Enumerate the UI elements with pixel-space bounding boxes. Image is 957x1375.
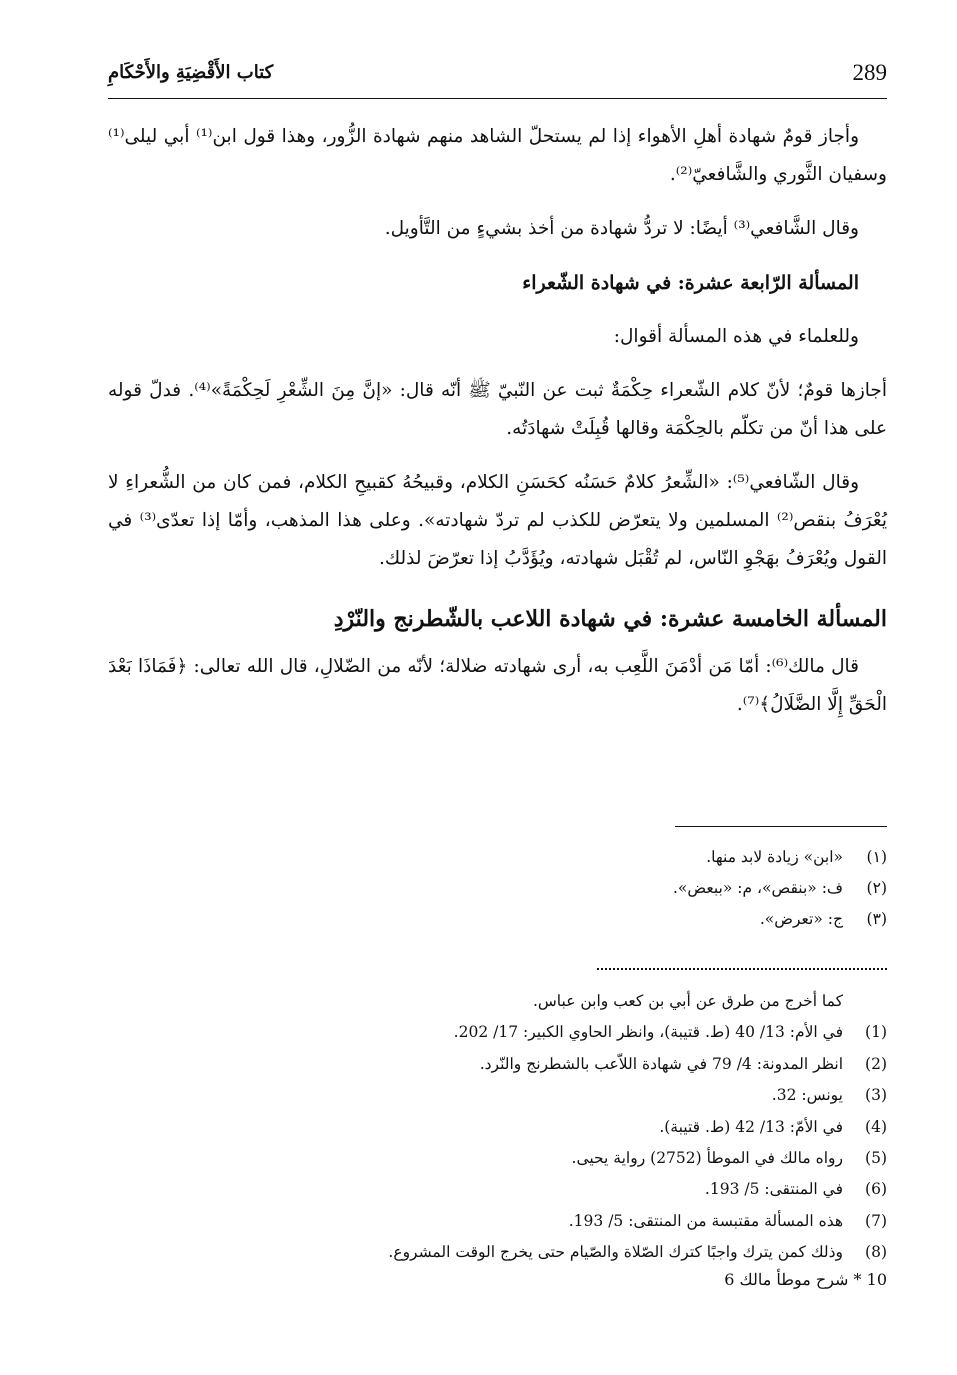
footnote-text: وذلك كمن يترك واجبًا كترك الصّلاة والصّيام حتى يخرج الوقت المشروع.: [388, 1243, 843, 1262]
footnote-text: انظر المدونة: 4/ 79 في شهادة اللاّعب بالشطرنج والنّرد.: [479, 1054, 843, 1073]
footnote-text: يونس: 32.: [771, 1086, 843, 1105]
paragraph: أجازها قومٌ؛ لأنّ كلام الشّعراء حِكْمَةٌ ثبت عن النّبيّ ﷺ أنّه قال: «إنَّ مِنَ الشِّعْرِ لَحِكْمَةً»⁽⁴⁾. فدلّ قوله على هذا أنّ من تكلّم بالحِكْمَة وقالها قُبِلَتْ شهادَتُه.: [108, 380, 887, 439]
footnote-text: ج: «تعرض».: [759, 910, 843, 928]
footnote-number: (٣): [866, 910, 887, 928]
footnote-text: هذه المسألة مقتبسة من المنتقى: 5/ 193.: [568, 1211, 843, 1230]
footnote-number: (5): [865, 1149, 887, 1168]
footnote-number: (1): [865, 1023, 887, 1042]
footnote: [108, 1112, 887, 1143]
footnote: [108, 1080, 887, 1111]
running-title: كتاب الأَقْضِيَةِ والأَحْكَامِ: [108, 62, 274, 83]
footnote: [108, 1049, 887, 1080]
footnote-text: في الأم: 13/ 40 (ط. قتيبة)، وانظر الحاوي الكبير: 17/ 202.: [453, 1023, 843, 1042]
footnote-number: (2): [865, 1054, 887, 1073]
section-heading: المسألة الرّابعة عشرة: في شهادة الشّعراء: [522, 272, 859, 294]
footnote-text: في الأمّ: 13/ 42 (ط. قتيبة).: [659, 1117, 843, 1136]
footnote: [108, 1206, 887, 1237]
footnote-text: ف: «بنقص»، م: «ببعض».: [672, 879, 843, 897]
dotted-separator: [597, 968, 887, 970]
footnote-text: «ابن» زيادة لابد منها.: [706, 848, 843, 866]
footnote-text: رواه مالك في الموطأ (2752) رواية يحيى.: [571, 1149, 843, 1168]
main-text: [108, 118, 887, 740]
source-footnotes: [108, 986, 887, 1269]
footnote: [108, 1174, 887, 1205]
paragraph: وقال الشّافعي⁽⁵⁾: «الشِّعرُ كلامٌ حَسَنُه كحَسَنِ الكلام، وقبيحُهُ كقبيحِ الكلام، فمن كان من الشُّعراءِ لا يُعْرَفُ بنقص⁽²⁾ المسلمين ولا يتعرّض للكذب لم تردّ شهادته». وعلى هذا المذهب، وأمّا إذا تعدّى⁽³⁾ في القول ويُعْرَفُ بهَجْوِ النّاس، لم تُقْبَل شهادته، ويُؤَدَّبُ إذا تعرّضَ لذلك.: [108, 472, 887, 569]
footnote: [108, 1143, 887, 1174]
page-number: 289: [852, 60, 887, 85]
paragraph: وقال الشَّافعي⁽³⁾ أيضًا: لا تردُّ شهادة من أخذ بشيءٍ من التَّأويل.: [384, 218, 859, 239]
footnote-number: (4): [865, 1117, 887, 1136]
footnote-number: (٢): [866, 879, 887, 897]
footnote: [108, 904, 887, 935]
footnote-number: (6): [865, 1180, 887, 1199]
footnote: [108, 842, 887, 873]
footnote-text: في المنتقى: 5/ 193.: [704, 1180, 843, 1199]
footnote: [108, 873, 887, 904]
footnote-number: (١): [866, 848, 887, 866]
paragraph: قال مالك⁽⁶⁾: أمّا مَن أدْمَنَ اللَّعِب به، أرى شهادته ضلالة؛ لأنّه من الضّلالِ، قال الله تعالى: ﴿فَمَاذَا بَعْدَ الْحَقِّ إِلَّا الضَّلَالُ﴾⁽⁷⁾.: [108, 656, 887, 715]
signature-mark: 10 * شرح موطأ مالك 6: [724, 1270, 887, 1289]
paragraph: وللعلماء في هذه المسألة أقوال:: [613, 326, 859, 347]
footnote: [108, 1017, 887, 1048]
section-heading: المسألة الخامسة عشرة: في شهادة اللاعب بالشّطرنج والنّرْدِ: [333, 606, 887, 632]
footnote-number: (8): [865, 1243, 887, 1262]
footnote-continuation: كما أخرج من طرق عن أبي بن كعب وابن عباس.: [532, 992, 843, 1010]
footnote-number: (3): [865, 1086, 887, 1105]
paragraph: وأجاز قومٌ شهادة أهلِ الأهواء إذا لم يستحلّ الشاهد منهم شهادة الزُّور، وهذا قول ابن⁽¹⁾ أبي ليلى⁽¹⁾ وسفيان الثَّوري والشَّافعيّ⁽²⁾.: [108, 126, 887, 185]
variant-footnotes: [108, 842, 887, 935]
page-header: [108, 58, 887, 99]
footnote-separator: [675, 826, 887, 827]
footnote-number: (7): [865, 1211, 887, 1230]
footnote: [108, 1237, 887, 1268]
